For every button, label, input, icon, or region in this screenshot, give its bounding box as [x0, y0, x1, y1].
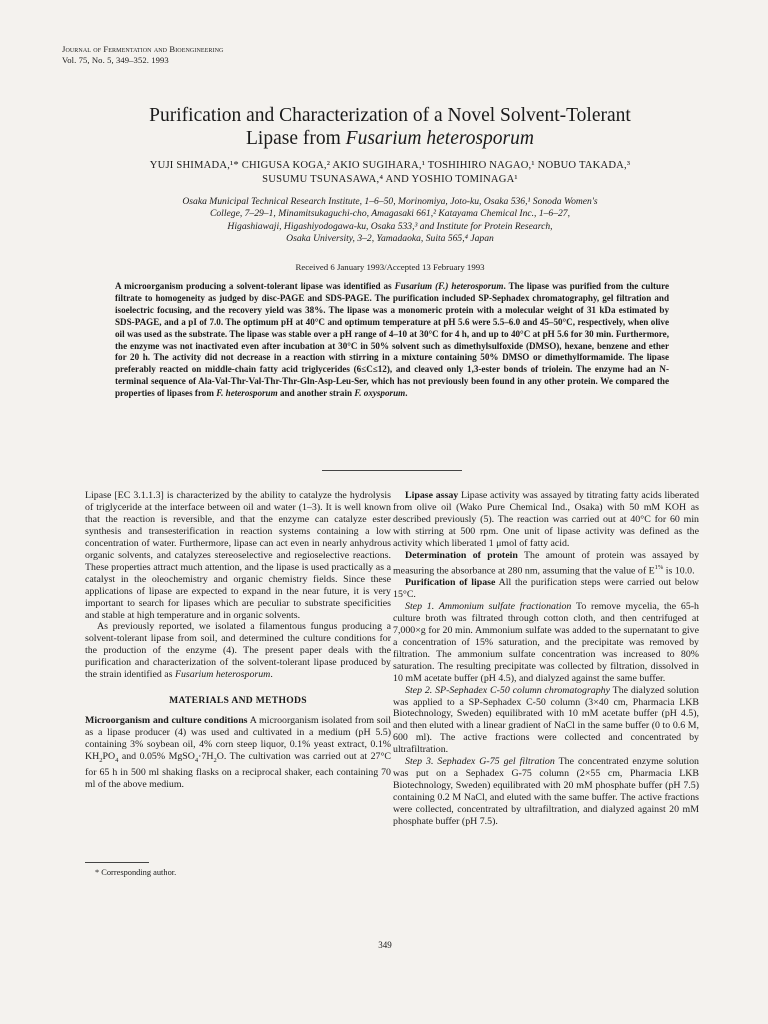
affiliation-line-2: College, 7–29–1, Minamitsukaguchi-cho, Amagasaki 661,² Katayama Chemical Inc., 1–6–27,	[209, 208, 571, 220]
purification-paragraph	[393, 577, 699, 601]
affiliation-line-1: Osaka Municipal Technical Research Institute, 1–6–50, Morinomiya, Joto-ku, Osaka 536,¹ Sonoda Women's	[182, 196, 598, 207]
title-line-2-species: Fusarium heterosporum	[345, 128, 534, 149]
authors-line-1: YUJI SHIMADA,¹* CHIGUSA KOGA,² AKIO SUGIHARA,¹ TOSHIHIRO NAGAO,¹ NOBUO TAKADA,³	[149, 160, 631, 171]
section-heading-methods: MATERIALS AND METHODS	[169, 695, 307, 707]
assay-paragraph	[393, 490, 699, 550]
culture-text-2: PO	[102, 751, 116, 763]
journal-name: Journal of Fermentation and Bioengineering	[62, 44, 224, 54]
paper-title	[70, 104, 710, 150]
culture-text-3: and 0.05% MgSO	[118, 751, 195, 763]
journal-header	[62, 44, 224, 66]
step3-text: The concentrated enzyme solution was put on a Sephadex G-75 column (2×55 cm, Pharmacia LKB Biotechnology, Sweden) equilibrated with 20 mM phosphate buffer (pH 7.5) containing 0.2 M NaCl, and eluted with the same buffer. The active fractions were collected, concentrated by ultrafiltration, and dialyzed against 20 mM phosphate buffer (pH 7.5).	[393, 756, 699, 828]
intro-paragraph-2-text: As previously reported, we isolated a filamentous fungus producing a solvent-tolerant lipase from soil, and determined the culture conditions for the production of the enzyme (4). The present paper deals with the purification and characterization of the solvent-tolerant lipase produced by the strain identified as	[85, 621, 391, 681]
affiliation-line-3: Higashiawaji, Higashiyodogawa-ku, Osaka 533,³ and Institute for Protein Research,	[227, 220, 553, 232]
culture-paragraph	[85, 715, 391, 791]
page-number: 349	[378, 940, 392, 950]
step2-text: The dialyzed solution was applied to a SP-Sephadex C-50 column (3×40 cm, Pharmacia LKB Biotechnology, Sweden) equilibrated with 10 mM acetate buffer (pH 4.5), and then eluted with a linear gradient of NaCl in the same buffer (0 to 0.6 M, 600 ml). The active fractions were collected and concentrated by ultrafiltration.	[393, 684, 699, 756]
assay-heading: Lipase assay	[405, 490, 459, 501]
purification-heading: Purification of lipase	[405, 576, 496, 588]
title-line-2	[70, 127, 710, 150]
assay-text: Lipase activity was assayed by titrating fatty acids liberated from olive oil (Wako Pure Chemical Ind., Osaka) with 50 mM KOH as described previously (5). The reaction was carried out at 40°C for 60 min with stirring at 500 rpm. One unit of lipase activity was defined as the activity which liberated 1 μmol of fatty acid.	[393, 490, 700, 549]
abstract-species-3: F. oxysporum	[354, 388, 406, 399]
left-column	[85, 490, 391, 791]
protein-text-2: is 10.0.	[663, 565, 695, 577]
protein-heading: Determination of protein	[405, 549, 518, 561]
culture-heading: Microorganism and culture conditions	[85, 715, 248, 727]
culture-sub-3: 4	[194, 757, 199, 765]
abstract-species-1: Fusarium (F.) heterosporum	[394, 281, 504, 291]
title-line-2-prefix: Lipase from	[246, 128, 346, 149]
culture-text-4: ·7H	[198, 751, 214, 763]
intro-paragraph-2-end: .	[270, 669, 273, 681]
abstract-divider	[322, 470, 462, 471]
step1-heading: Step 1. Ammonium sulfate fractionation	[405, 600, 572, 612]
step1-text: To remove mycelia, the 65-h culture broth was filtrated through cotton cloth, and then centrifuged at 7,000×g for 20 min. Ammonium sulfate was added to the supernatant to give a concentration of 15% saturation, and the precipitate was removed by filtration. The ammonium sulfate concentration was increased to 80% saturation. The resulting precipitate was collected by filtration, dissolved in 10 mM acetate buffer (pH 4.5), and dialyzed against the same buffer.	[393, 600, 699, 684]
step3-paragraph	[393, 756, 699, 828]
step3-heading: Step 3. Sephadex G-75 gel filtration	[405, 756, 555, 768]
abstract-text-4: .	[405, 388, 408, 399]
abstract-text-1: A microorganism producing a solvent-tolerant lipase was identified as	[115, 281, 395, 291]
step1-paragraph	[393, 601, 699, 685]
abstract-text-3: and another strain	[277, 388, 355, 399]
protein-superscript: 1%	[654, 563, 664, 571]
intro-paragraph-1: Lipase [EC 3.1.1.3] is characterized by the ability to catalyze the hydrolysis of triglyceride at the interface between oil and water (1–3). It is well known that the reaction is reversible, and that the enzyme can catalyze ester synthesis and transesterification in reaction systems containing a low concentration of water. Furthermore, lipase can act even in nearly anhydrous organic solvents, and catalyzes stereoselective and regioselective reactions. These properties attract much attention, and the lipase is used practically as a catalyst in the oleochemistry and organic chemistry fields. Since these applications of lipase are expected to expand in the near future, it is very important to search for lipases which are peculiar to substrate specificities and stable at high temperature and in organic solvents.	[85, 490, 391, 621]
intro-species: Fusarium heterosporum	[174, 669, 271, 681]
abstract	[115, 281, 669, 400]
right-column	[393, 490, 699, 828]
journal-volume: Vol. 75, No. 5, 349–352. 1993	[62, 55, 169, 65]
footnote: * Corresponding author.	[95, 868, 177, 877]
intro-paragraph-2	[85, 621, 391, 681]
culture-text-1: A microorganism isolated from soil as a lipase producer (4) was used and cultivated in a medium (pH 5.5) containing 3% soybean oil, 4% corn steep liquor, 0.1% yeast extract, 0.1% KH	[85, 715, 391, 763]
author-list	[70, 159, 710, 186]
step2-paragraph	[393, 685, 699, 757]
protein-text-1: The amount of protein was assayed by measuring the absorbance at 280 nm, assuming that the value of E	[393, 549, 700, 577]
step2-heading: Step 2. SP-Sephadex C-50 column chromatography	[405, 684, 611, 696]
affiliations	[100, 196, 680, 245]
culture-text-5: O. The cultivation was carried out at 27°C for 65 h in 500 ml shaking flasks on a reciprocal shaker, each containing 70 ml of the above medium.	[85, 751, 392, 790]
received-date: Received 6 January 1993/Accepted 13 February 1993	[295, 262, 485, 272]
abstract-species-2: F. heterosporum	[216, 388, 278, 399]
title-line-1: Purification and Characterization of a Novel Solvent-Tolerant	[149, 105, 631, 126]
purification-text: All the purification steps were carried out below 15°C.	[393, 576, 699, 600]
abstract-text-2: . The lipase was purified from the culture filtrate to homogeneity as judged by disc-PAGE and SDS-PAGE. The purification included SP-Sephadex chromatography, gel filtration and isoelectric focusing, and the recovery yield was 38%. The lipase was a monomeric protein with a molecular weight of 31 kDa estimated by SDS-PAGE, and a pI of 7.0. The optimum pH at 40°C and optimum temperature at pH 5.6 were 5.5–6.0 and 45–50°C, respectively, when olive oil was used as the substrate. The lipase was stable over a pH range of 4–10 at 30°C for 4 h, and up to 40°C at pH 5.6 for 30 min. Furthermore, the enzyme was not inactivated even after incubation at 30°C in 50% solvent such as dimethylsulfoxide (DMSO), hexane, benzene and ether for 20 h. The activity did not decrease in a reaction with stirring in a mixture containing 50% DMSO or dimethylformamide. The lipase preferably reacted on middle-chain fatty acid triglycerides (6≤C≤12), and cleaved only 1,3-ester bonds of triolein. The enzyme had an N-terminal sequence of Ala-Val-Thr-Val-Thr-Thr-Gln-Asp-Leu-Ser, which has not previously been found in any other protein. We compared the properties of lipases from	[115, 281, 669, 399]
authors-line-2: SUSUMU TSUNASAWA,⁴ AND YOSHIO TOMINAGA¹	[262, 173, 518, 185]
culture-sub-4: 2	[213, 757, 217, 765]
culture-sub-2: 4	[115, 757, 119, 765]
affiliation-line-4: Osaka University, 3–2, Yamadaoka, Suita 565,⁴ Japan	[286, 232, 494, 244]
footnote-divider	[85, 862, 149, 863]
culture-sub-1: 2	[99, 757, 103, 765]
protein-paragraph	[393, 550, 699, 577]
